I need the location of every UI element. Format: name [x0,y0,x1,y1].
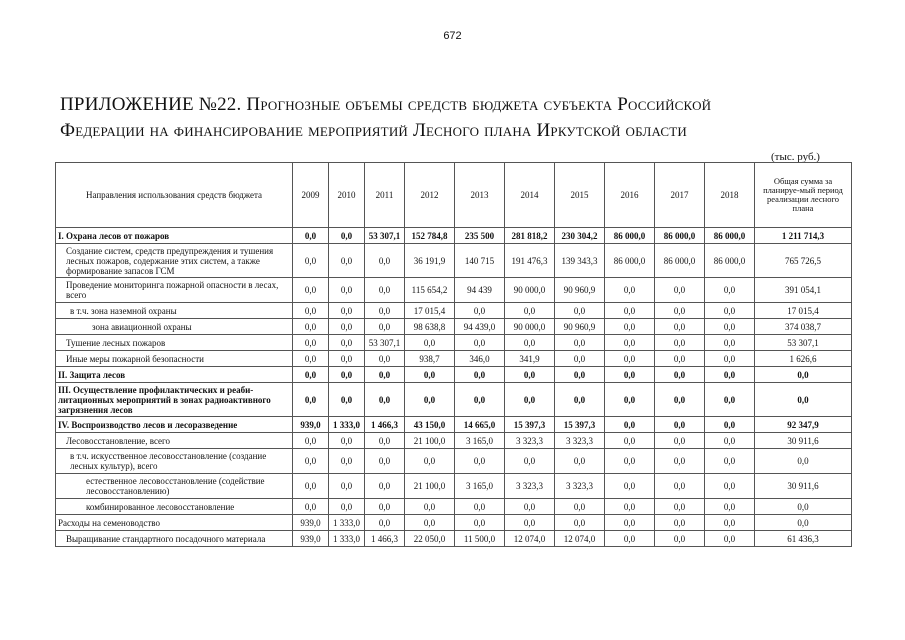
row-value-cell: 0,0 [455,499,505,515]
row-total-cell: 0,0 [755,367,852,383]
row-value-cell: 0,0 [655,278,705,303]
row-value-cell: 0,0 [405,515,455,531]
row-value-cell: 0,0 [705,383,755,417]
table-row [56,433,852,449]
column-header: 2014 [505,163,555,228]
row-label: естественное лесовосстановление (содействие лесовосстановлению) [56,474,293,499]
row-value-cell: 86 000,0 [655,244,705,278]
row-total-cell: 0,0 [755,499,852,515]
page-number: 672 [443,30,462,42]
row-value-cell: 0,0 [705,351,755,367]
row-label: Создание систем, средств предупреждения и тушения лесных пожаров, содержание этих систем, а также формирование запасов ГСМ [56,244,293,278]
row-value-cell: 0,0 [365,515,405,531]
row-total-cell: 30 911,6 [755,433,852,449]
row-value-cell: 0,0 [605,278,655,303]
row-value-cell: 0,0 [455,449,505,474]
row-value-cell: 0,0 [365,303,405,319]
table-row [56,228,852,244]
row-value-cell: 43 150,0 [405,417,455,433]
table-row [56,474,852,499]
row-value-cell: 86 000,0 [705,244,755,278]
row-label: Выращивание стандартного посадочного материала [56,531,293,547]
column-header: 2016 [605,163,655,228]
row-value-cell: 139 343,3 [555,244,605,278]
row-label: в т.ч. искусственное лесовосстановление (создание лесных культур), всего [56,449,293,474]
row-value-cell: 3 323,3 [505,433,555,449]
row-value-cell: 0,0 [655,351,705,367]
row-value-cell: 939,0 [293,515,329,531]
row-value-cell: 14 665,0 [455,417,505,433]
row-value-cell: 0,0 [655,383,705,417]
title-line2: Федерации на финансирование мероприятий Лесного плана Иркутской области [60,120,688,141]
column-header: Направления использования средств бюджета [56,163,293,228]
table-row [56,278,852,303]
row-value-cell: 191 476,3 [505,244,555,278]
row-value-cell: 0,0 [655,531,705,547]
row-value-cell: 94 439 [455,278,505,303]
row-value-cell: 0,0 [605,351,655,367]
row-value-cell: 1 466,3 [365,417,405,433]
row-value-cell: 0,0 [365,244,405,278]
row-value-cell: 0,0 [555,351,605,367]
row-value-cell: 939,0 [293,531,329,547]
row-value-cell: 3 323,3 [505,474,555,499]
row-value-cell: 0,0 [505,499,555,515]
row-value-cell: 0,0 [293,278,329,303]
row-value-cell: 230 304,2 [555,228,605,244]
row-value-cell: 3 323,3 [555,474,605,499]
row-value-cell: 0,0 [365,499,405,515]
row-value-cell: 0,0 [455,335,505,351]
row-value-cell: 0,0 [405,499,455,515]
row-value-cell: 346,0 [455,351,505,367]
row-value-cell: 0,0 [655,335,705,351]
row-value-cell: 0,0 [365,433,405,449]
row-value-cell: 0,0 [329,278,365,303]
row-value-cell: 341,9 [505,351,555,367]
row-value-cell: 0,0 [329,383,365,417]
row-value-cell: 0,0 [505,335,555,351]
row-value-cell: 90 000,0 [505,278,555,303]
row-value-cell: 235 500 [455,228,505,244]
row-value-cell: 3 165,0 [455,433,505,449]
row-value-cell: 0,0 [555,499,605,515]
table-row [56,417,852,433]
row-value-cell: 0,0 [365,383,405,417]
row-total-cell: 0,0 [755,449,852,474]
table-row [56,303,852,319]
row-value-cell: 90 960,9 [555,319,605,335]
row-value-cell: 0,0 [293,303,329,319]
table-header-row [56,163,852,228]
row-value-cell: 0,0 [329,367,365,383]
row-value-cell: 0,0 [329,474,365,499]
row-value-cell: 0,0 [329,303,365,319]
row-value-cell: 0,0 [655,303,705,319]
row-value-cell: 3 165,0 [455,474,505,499]
table-row [56,367,852,383]
row-value-cell: 0,0 [605,449,655,474]
row-value-cell: 0,0 [293,367,329,383]
table-row [56,335,852,351]
row-label: Лесовосстановление, всего [56,433,293,449]
row-value-cell: 0,0 [555,449,605,474]
row-value-cell: 53 307,1 [365,228,405,244]
row-value-cell: 0,0 [605,515,655,531]
row-value-cell: 0,0 [329,449,365,474]
row-value-cell: 0,0 [329,335,365,351]
row-label: I. Охрана лесов от пожаров [56,228,293,244]
table-row [56,383,852,417]
row-value-cell: 0,0 [329,499,365,515]
row-value-cell: 0,0 [405,383,455,417]
row-value-cell: 0,0 [605,319,655,335]
title-line1: Прогнозные объемы средств бюджета субъекта Российской [246,94,712,115]
table-row [56,351,852,367]
row-value-cell: 0,0 [705,515,755,531]
column-header: 2009 [293,163,329,228]
row-value-cell: 0,0 [455,515,505,531]
row-value-cell: 86 000,0 [655,228,705,244]
row-total-cell: 53 307,1 [755,335,852,351]
column-header: 2017 [655,163,705,228]
row-value-cell: 0,0 [655,417,705,433]
row-value-cell: 0,0 [555,383,605,417]
row-total-cell: 1 211 714,3 [755,228,852,244]
row-value-cell: 86 000,0 [705,228,755,244]
row-value-cell: 0,0 [293,351,329,367]
row-value-cell: 0,0 [505,367,555,383]
column-header: 2011 [365,163,405,228]
row-label: IV. Воспроизводство лесов и лесоразведение [56,417,293,433]
row-value-cell: 0,0 [455,367,505,383]
row-value-cell: 938,7 [405,351,455,367]
row-value-cell: 0,0 [705,474,755,499]
row-value-cell: 0,0 [505,303,555,319]
row-value-cell: 0,0 [293,383,329,417]
table-row [56,244,852,278]
row-value-cell: 0,0 [605,499,655,515]
row-value-cell: 0,0 [505,449,555,474]
row-value-cell: 0,0 [655,474,705,499]
row-value-cell: 0,0 [365,367,405,383]
row-value-cell: 0,0 [605,433,655,449]
row-value-cell: 0,0 [293,228,329,244]
row-value-cell: 0,0 [555,367,605,383]
row-value-cell: 21 100,0 [405,474,455,499]
row-value-cell: 0,0 [293,474,329,499]
row-value-cell: 0,0 [405,367,455,383]
row-label: зона авиационной охраны [56,319,293,335]
row-value-cell: 0,0 [329,433,365,449]
row-value-cell: 0,0 [705,531,755,547]
table-row [56,449,852,474]
row-value-cell: 11 500,0 [455,531,505,547]
row-value-cell: 90 960,9 [555,278,605,303]
row-label: Иные меры пожарной безопасности [56,351,293,367]
row-label: Расходы на семеноводство [56,515,293,531]
row-value-cell: 90 000,0 [505,319,555,335]
table-row [56,515,852,531]
row-value-cell: 12 074,0 [555,531,605,547]
row-value-cell: 0,0 [655,515,705,531]
row-value-cell: 1 333,0 [329,531,365,547]
row-value-cell: 0,0 [605,383,655,417]
row-value-cell: 0,0 [293,499,329,515]
row-total-cell: 0,0 [755,383,852,417]
row-value-cell: 0,0 [605,417,655,433]
row-value-cell: 0,0 [293,449,329,474]
row-value-cell: 15 397,3 [555,417,605,433]
row-value-cell: 152 784,8 [405,228,455,244]
row-value-cell: 0,0 [655,449,705,474]
row-value-cell: 0,0 [293,433,329,449]
row-label: Проведение мониторинга пожарной опасности в лесах, всего [56,278,293,303]
row-label: II. Защита лесов [56,367,293,383]
row-value-cell: 0,0 [293,335,329,351]
row-label: комбинированное лесовосстановление [56,499,293,515]
row-total-cell: 61 436,3 [755,531,852,547]
row-value-cell: 1 466,3 [365,531,405,547]
row-value-cell: 0,0 [655,367,705,383]
row-value-cell: 0,0 [329,319,365,335]
row-value-cell: 0,0 [555,303,605,319]
page-title [60,92,860,144]
row-value-cell: 22 050,0 [405,531,455,547]
row-value-cell: 0,0 [605,531,655,547]
row-value-cell: 0,0 [329,244,365,278]
row-total-cell: 391 054,1 [755,278,852,303]
column-header: 2012 [405,163,455,228]
row-total-cell: 374 038,7 [755,319,852,335]
title-prefix: ПРИЛОЖЕНИЕ №22. [60,94,247,115]
row-value-cell: 98 638,8 [405,319,455,335]
row-value-cell: 115 654,2 [405,278,455,303]
row-value-cell: 0,0 [329,351,365,367]
row-value-cell: 0,0 [455,383,505,417]
row-value-cell: 15 397,3 [505,417,555,433]
row-total-cell: 92 347,9 [755,417,852,433]
budget-table [55,162,852,547]
row-value-cell: 0,0 [705,499,755,515]
table-row [56,531,852,547]
row-value-cell: 0,0 [505,383,555,417]
row-value-cell: 0,0 [605,335,655,351]
row-value-cell: 0,0 [705,278,755,303]
row-value-cell: 0,0 [365,449,405,474]
row-value-cell: 3 323,3 [555,433,605,449]
unit-note: (тыс. руб.) [771,151,820,163]
row-value-cell: 0,0 [705,449,755,474]
row-value-cell: 0,0 [405,449,455,474]
row-label: в т.ч. зона наземной охраны [56,303,293,319]
row-value-cell: 0,0 [705,433,755,449]
row-value-cell: 1 333,0 [329,417,365,433]
row-value-cell: 0,0 [555,335,605,351]
column-header: 2015 [555,163,605,228]
column-header: 2013 [455,163,505,228]
row-value-cell: 0,0 [365,319,405,335]
row-value-cell: 86 000,0 [605,244,655,278]
row-value-cell: 0,0 [365,351,405,367]
row-total-cell: 30 911,6 [755,474,852,499]
row-value-cell: 0,0 [329,228,365,244]
row-value-cell: 86 000,0 [605,228,655,244]
table-row [56,319,852,335]
row-total-cell: 1 626,6 [755,351,852,367]
row-value-cell: 1 333,0 [329,515,365,531]
row-value-cell: 94 439,0 [455,319,505,335]
row-total-cell: 765 726,5 [755,244,852,278]
row-value-cell: 0,0 [605,474,655,499]
table-body [56,228,852,547]
row-value-cell: 0,0 [705,319,755,335]
row-value-cell: 0,0 [365,474,405,499]
row-label: Тушение лесных пожаров [56,335,293,351]
row-value-cell: 0,0 [655,319,705,335]
row-total-cell: 17 015,4 [755,303,852,319]
row-total-cell: 0,0 [755,515,852,531]
column-header-total: Общая сумма за планируе-мый период реализации лесного плана [755,163,852,228]
row-value-cell: 0,0 [293,244,329,278]
row-value-cell: 0,0 [705,335,755,351]
row-value-cell: 0,0 [505,515,555,531]
column-header: 2010 [329,163,365,228]
row-value-cell: 0,0 [705,417,755,433]
row-value-cell: 0,0 [555,515,605,531]
row-value-cell: 21 100,0 [405,433,455,449]
row-value-cell: 0,0 [405,335,455,351]
row-label: III. Осуществление профилактических и реаби-литационных мероприятий в зонах радиоактивного загрязнения лесов [56,383,293,417]
row-value-cell: 0,0 [455,303,505,319]
row-value-cell: 12 074,0 [505,531,555,547]
row-value-cell: 0,0 [705,367,755,383]
row-value-cell: 939,0 [293,417,329,433]
row-value-cell: 0,0 [365,278,405,303]
row-value-cell: 0,0 [293,319,329,335]
row-value-cell: 0,0 [655,433,705,449]
row-value-cell: 0,0 [655,499,705,515]
row-value-cell: 0,0 [605,367,655,383]
table-row [56,499,852,515]
row-value-cell: 53 307,1 [365,335,405,351]
row-value-cell: 140 715 [455,244,505,278]
row-value-cell: 17 015,4 [405,303,455,319]
row-value-cell: 281 818,2 [505,228,555,244]
row-value-cell: 36 191,9 [405,244,455,278]
row-value-cell: 0,0 [705,303,755,319]
column-header: 2018 [705,163,755,228]
row-value-cell: 0,0 [605,303,655,319]
